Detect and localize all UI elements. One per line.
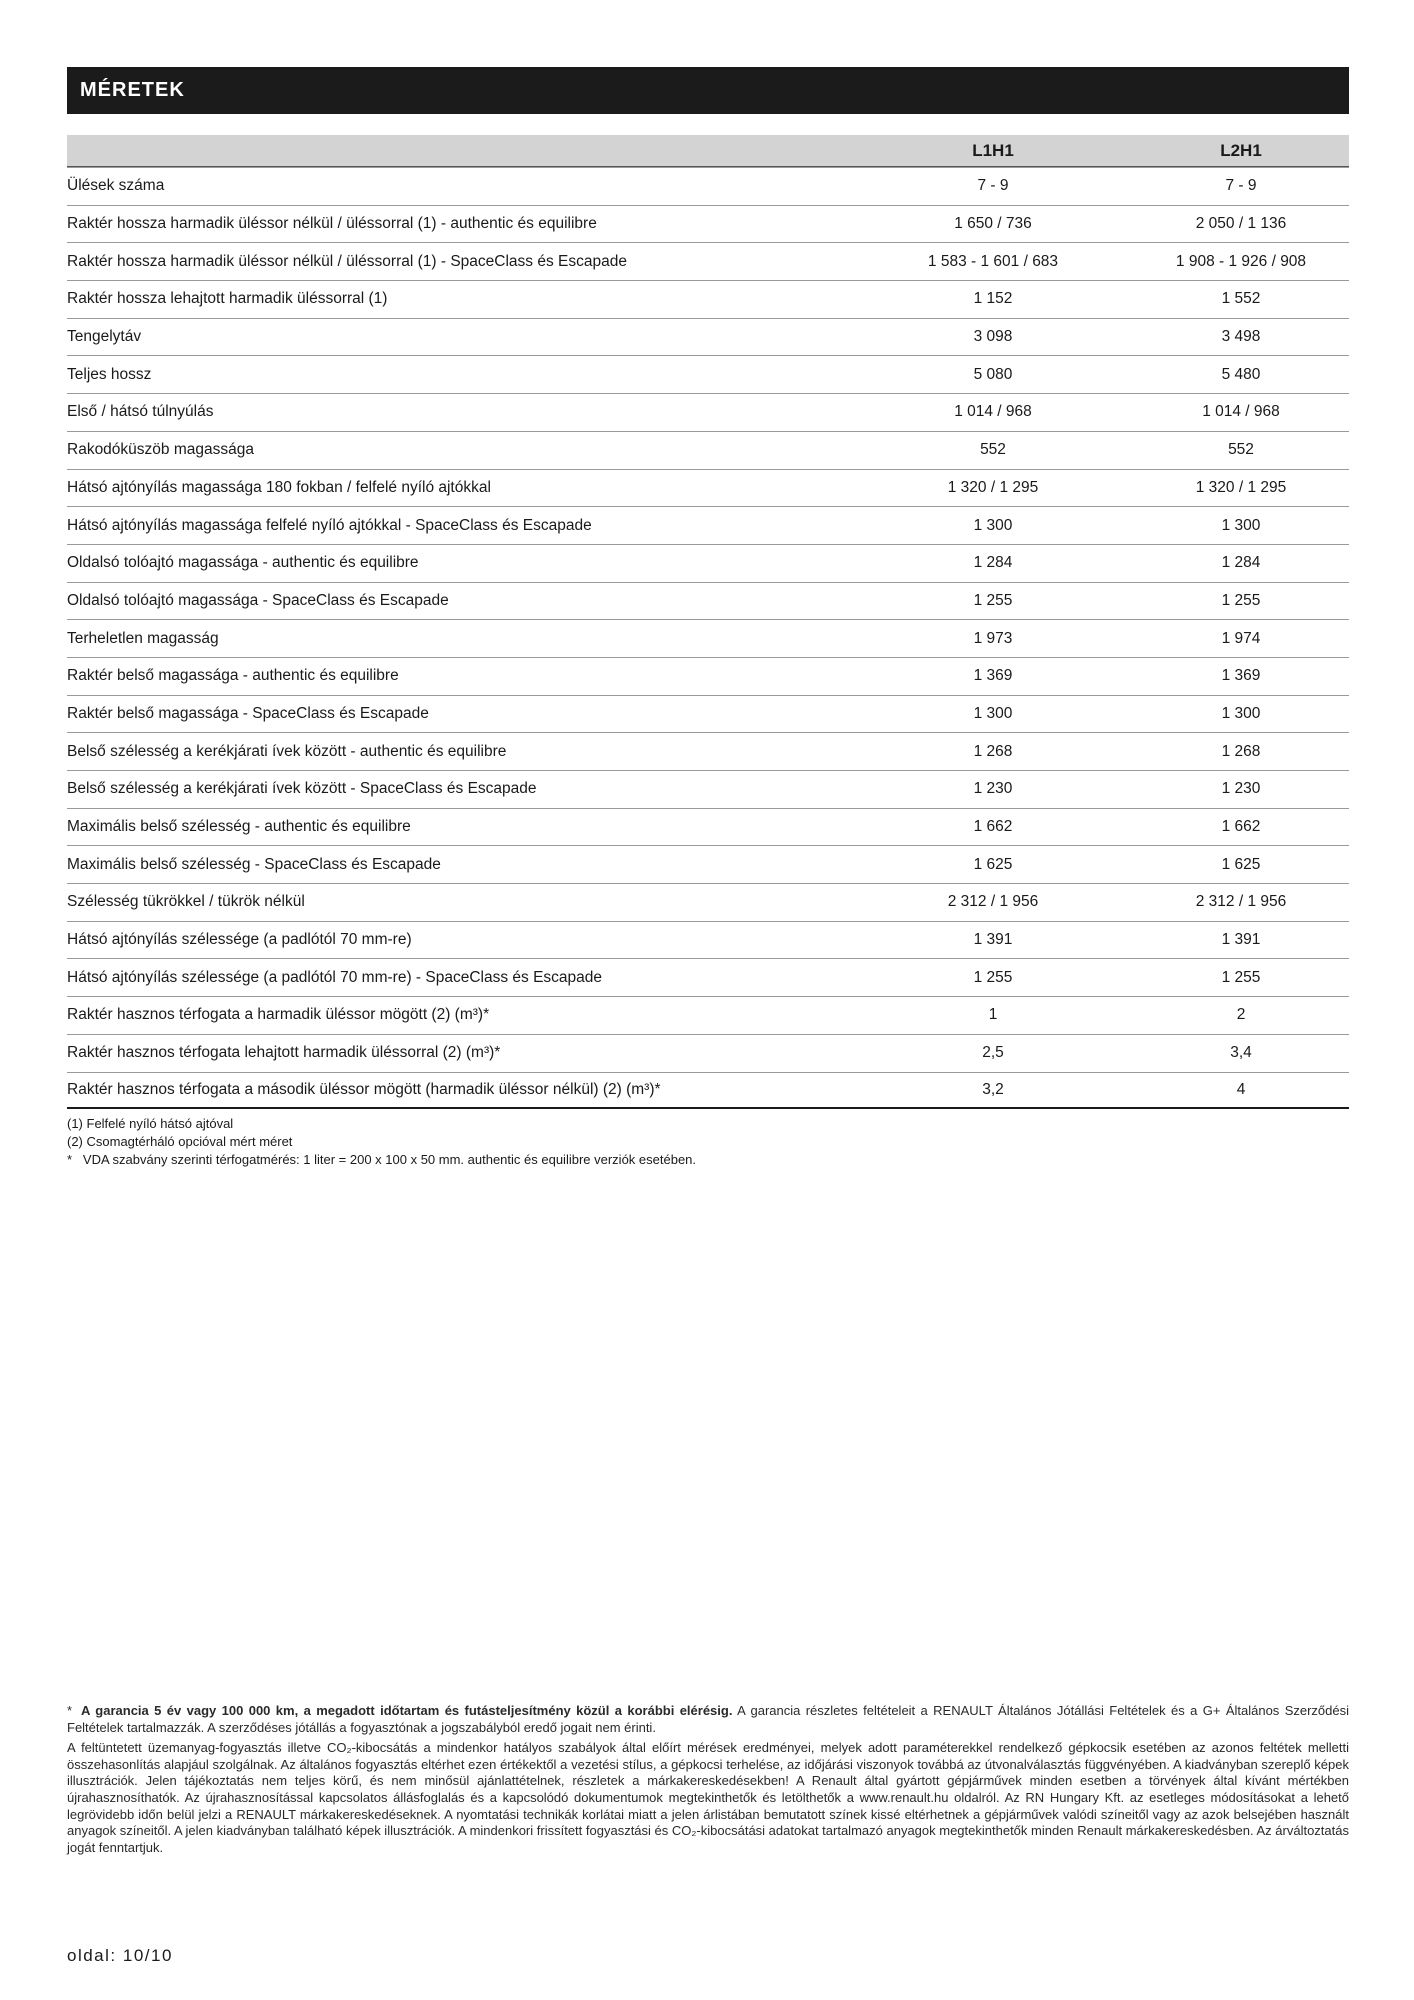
row-value-l1h1: 1 973 — [973, 629, 1013, 647]
table-row — [67, 1072, 1349, 1110]
row-value-l1h1: 1 284 — [973, 554, 1013, 572]
row-value-l2h1: 1 391 — [1221, 931, 1261, 949]
table-row — [67, 808, 1349, 846]
table-row — [67, 431, 1349, 469]
row-value-l2h1: 1 974 — [1221, 629, 1261, 647]
row-value-l2h1: 1 320 / 1 295 — [1195, 478, 1287, 496]
row-value-l1h1: 3 098 — [973, 328, 1013, 346]
row-label: Terheletlen magasság — [67, 629, 219, 647]
row-value-l1h1: 1 014 / 968 — [954, 403, 1032, 421]
row-value-l1h1: 1 255 — [973, 968, 1013, 986]
table-row — [67, 845, 1349, 883]
row-label: Raktér hossza harmadik üléssor nélkül / üléssorral (1) - authentic és equilibre — [67, 215, 597, 233]
row-value-l2h1: 2 312 / 1 956 — [1195, 893, 1287, 911]
table-row — [67, 242, 1349, 280]
row-label: Raktér belső magassága - SpaceClass és Escapade — [67, 704, 429, 722]
row-value-l2h1: 1 625 — [1221, 855, 1261, 873]
row-value-l2h1: 1 268 — [1221, 742, 1261, 760]
row-label: Rakodóküszöb magassága — [67, 441, 254, 459]
row-value-l1h1: 3,2 — [982, 1080, 1004, 1098]
row-value-l2h1: 1 662 — [1221, 818, 1261, 836]
table-header — [67, 135, 1349, 166]
row-label: Raktér belső magassága - authentic és equilibre — [67, 667, 399, 685]
row-value-l1h1: 552 — [980, 441, 1006, 459]
row-value-l2h1: 1 230 — [1221, 780, 1261, 798]
table-row — [67, 883, 1349, 921]
footnote: (1) Felfelé nyíló hátsó ajtóval — [67, 1116, 234, 1132]
row-label: Maximális belső szélesség - authentic és equilibre — [67, 818, 411, 836]
table-row — [67, 657, 1349, 695]
row-value-l1h1: 1 255 — [973, 591, 1013, 609]
footnotes — [67, 1115, 1349, 1169]
row-label: Oldalsó tolóajtó magassága - SpaceClass és Escapade — [67, 591, 449, 609]
table-row — [67, 582, 1349, 620]
page-number: oldal: 10/10 — [67, 1946, 173, 1965]
row-label: Belső szélesség a kerékjárati ívek között - SpaceClass és Escapade — [67, 780, 537, 798]
row-value-l1h1: 1 300 — [973, 516, 1013, 534]
row-value-l1h1: 1 369 — [973, 667, 1013, 685]
footnote: * VDA szabvány szerinti térfogatmérés: 1 liter = 200 x 100 x 50 mm. authentic és equilibre verziók esetében. — [67, 1152, 697, 1168]
table-row — [67, 205, 1349, 243]
table-row — [67, 619, 1349, 657]
warranty-note: * A garancia 5 év vagy 100 000 km, a megadott időtartam és futásteljesítmény közül a korábbi elérésig. A garancia részletes feltételeit a RENAULT Általános Jótállási Feltételek és a G+ Általános Szerződési Feltételek tartalmazzák. A szerződéses jótállás a fogyasztónak a jogszabályból eredő jogait nem érinti. — [67, 1703, 1350, 1735]
table-body — [67, 166, 1349, 1109]
table-row — [67, 355, 1349, 393]
row-label: Tengelytáv — [67, 328, 142, 346]
row-value-l1h1: 1 662 — [973, 818, 1013, 836]
row-label: Raktér hasznos térfogata a második üléssor mögött (harmadik üléssor nélkül) (2) (m³)* — [67, 1080, 661, 1098]
row-value-l1h1: 1 268 — [973, 742, 1013, 760]
row-value-l2h1: 1 300 — [1221, 516, 1261, 534]
row-value-l1h1: 1 — [988, 1006, 998, 1024]
row-value-l1h1: 1 300 — [973, 704, 1013, 722]
row-value-l1h1: 1 320 / 1 295 — [947, 478, 1039, 496]
row-value-l1h1: 1 152 — [973, 290, 1013, 308]
row-value-l2h1: 1 284 — [1221, 554, 1261, 572]
row-label: Hátsó ajtónyílás magassága 180 fokban / felfelé nyíló ajtókkal — [67, 478, 491, 496]
table-row — [67, 732, 1349, 770]
row-label: Oldalsó tolóajtó magassága - authentic és equilibre — [67, 554, 419, 572]
row-label: Szélesség tükrökkel / tükrök nélkül — [67, 893, 305, 911]
section-title: MÉRETEK — [67, 67, 1349, 114]
row-value-l2h1: 5 480 — [1221, 365, 1261, 383]
row-label: Maximális belső szélesség - SpaceClass és Escapade — [67, 855, 441, 873]
row-value-l2h1: 2 — [1236, 1006, 1246, 1024]
row-value-l2h1: 3 498 — [1221, 328, 1261, 346]
table-row — [67, 469, 1349, 507]
warranty-bold: A garancia 5 év vagy 100 000 km, a megadott időtartam és futásteljesítmény közül a korábbi elérésig. — [81, 1703, 733, 1718]
table-row — [67, 544, 1349, 582]
header-l1h1: L1H1 — [972, 140, 1014, 160]
row-label: Első / hátsó túlnyúlás — [67, 403, 214, 421]
row-value-l1h1: 1 230 — [973, 780, 1013, 798]
row-value-l2h1: 1 255 — [1221, 591, 1261, 609]
row-value-l1h1: 1 625 — [973, 855, 1013, 873]
row-value-l2h1: 1 908 - 1 926 / 908 — [1175, 252, 1307, 270]
table-row — [67, 996, 1349, 1034]
table-row — [67, 1034, 1349, 1072]
row-label: Hátsó ajtónyílás szélessége (a padlótól 70 mm-re) — [67, 931, 412, 949]
row-value-l2h1: 1 300 — [1221, 704, 1261, 722]
row-value-l2h1: 1 552 — [1221, 290, 1261, 308]
row-value-l2h1: 4 — [1236, 1080, 1246, 1098]
row-value-l1h1: 1 650 / 736 — [954, 215, 1032, 233]
warranty-rest: A garancia részletes feltételeit a RENAULT Általános Jótállási Feltételek és a G+ Általános Szerződési Feltételek tartalmazzák. A szerződéses jótállás a fogyasztónak a jogszabályból eredő jogait nem érinti. — [67, 1703, 1350, 1735]
row-value-l1h1: 1 583 - 1 601 / 683 — [927, 252, 1059, 270]
row-label: Raktér hossza harmadik üléssor nélkül / üléssorral (1) - SpaceClass és Escapade — [67, 252, 627, 270]
row-label: Raktér hasznos térfogata lehajtott harmadik üléssorral (2) (m³)* — [67, 1044, 501, 1062]
table-row — [67, 280, 1349, 318]
row-label: Hátsó ajtónyílás magassága felfelé nyíló ajtókkal - SpaceClass és Escapade — [67, 516, 592, 534]
row-value-l2h1: 552 — [1228, 441, 1254, 459]
row-value-l2h1: 1 014 / 968 — [1202, 403, 1280, 421]
footnote: (2) Csomagtérháló opcióval mért méret — [67, 1134, 293, 1150]
row-value-l1h1: 1 391 — [973, 931, 1013, 949]
row-label: Belső szélesség a kerékjárati ívek között - authentic és equilibre — [67, 742, 507, 760]
header-l2h1: L2H1 — [1220, 140, 1262, 160]
row-label: Raktér hossza lehajtott harmadik üléssorral (1) — [67, 290, 388, 308]
row-value-l1h1: 2 312 / 1 956 — [947, 893, 1039, 911]
row-value-l2h1: 1 369 — [1221, 667, 1261, 685]
row-value-l1h1: 2,5 — [982, 1044, 1004, 1062]
legal-paragraph: A feltüntetett üzemanyag-fogyasztás illetve CO₂-kibocsátás a mindenkor hatályos szabályok által előírt mérések eredményei, melyek adott paraméterekkel rendelkező gépkocsik esetében az azonos feltétek melletti összehasonlítás alapjául szolgálnak. Az általános fogyasztás eltérhet ezen értékektől a vezetési stílus, a gépkocsi terhelése, az időjárási viszonyok továbbá az útvonalválasztás függvényében. A kiadványban szereplő képek illusztrációk. Jelen tájékoztatás nem teljes körű, és nem minősül ajánlattételnek, részletek a márkakereskedésekben! A Renault által gyártott gépjárművek minden esetben a törvények által kívánt mértékben újrahasznosíthatók. Az újrahasznosítással kapcsolatos állásfoglalás és a kapcsolódó dokumentumok megtekinthetők és letölthetők a www.renault.hu oldalról. Az RN Hungary Kft. az esetleges módosításokat a lehető legrövidebb időn belül jelzi a RENAULT márkakereskedéseknek. A nyomtatási technikák korlátai miatt a jelen árlistában bemutatott színek kissé eltérhetnek a gépjárművek valódi színeitől vagy az azok belsejében használt anyagok színeitől. A jelen kiadványban található képek illusztrációk. A mindenkori frissített fogyasztási és CO₂-kibocsátási adatokat tartalmazó anyagok megtekinthetők minden Renault márkakereskedésben. Az árváltoztatás jogát fenntartjuk. — [67, 1740, 1349, 1855]
table-row — [67, 506, 1349, 544]
table-row — [67, 770, 1349, 808]
row-label: Raktér hasznos térfogata a harmadik üléssor mögött (2) (m³)* — [67, 1006, 490, 1024]
row-value-l1h1: 5 080 — [973, 365, 1013, 383]
page-content — [67, 67, 1349, 1169]
row-value-l2h1: 1 255 — [1221, 968, 1261, 986]
row-value-l2h1: 2 050 / 1 136 — [1195, 215, 1287, 233]
row-value-l2h1: 3,4 — [1230, 1044, 1252, 1062]
row-label: Ülések száma — [67, 177, 165, 195]
row-label: Teljes hossz — [67, 365, 152, 383]
row-value-l2h1: 7 - 9 — [1225, 177, 1257, 195]
table-row — [67, 167, 1349, 205]
table-row — [67, 921, 1349, 959]
table-row — [67, 958, 1349, 996]
row-value-l1h1: 7 - 9 — [977, 177, 1009, 195]
row-label: Hátsó ajtónyílás szélessége (a padlótól 70 mm-re) - SpaceClass és Escapade — [67, 968, 603, 986]
table-row — [67, 393, 1349, 431]
table-row — [67, 318, 1349, 356]
table-row — [67, 695, 1349, 733]
legal-text — [67, 1703, 1349, 1860]
